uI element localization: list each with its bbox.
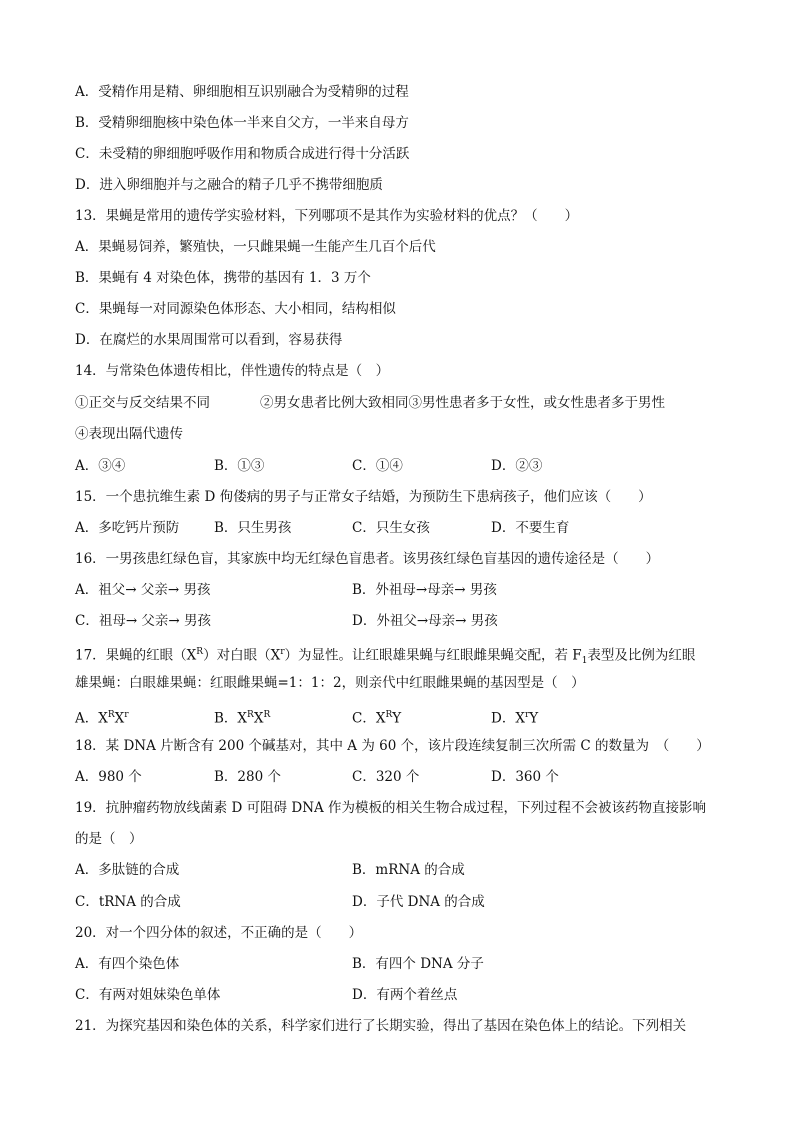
q19-option-a: A．多肽链的合成 [75, 862, 180, 878]
q20-option-c: C．有两对姐妹染色单体 [75, 987, 221, 1003]
q15-option-d: D．不要生育 [491, 520, 570, 536]
q17-stem-line-2: 雄果蝇：白眼雄果蝇：红眼雌果蝇=1：1：2，则亲代中红眼雌果蝇的基因型是（ ） [75, 675, 585, 691]
q14-item-2-3: ②男女患者比例大致相同③男性患者多于女性，或女性患者多于男性 [260, 395, 665, 411]
q13-option-d: D．在腐烂的水果周围常可以看到，容易获得 [75, 332, 343, 348]
q16-option-b: B．外祖母→母亲→ 男孩 [352, 582, 497, 598]
q14-stem: 14．与常染色体遗传相比，伴性遗传的特点是（ ） [75, 363, 390, 379]
q19-option-b: B．mRNA 的合成 [352, 862, 465, 878]
q19-option-c: C．tRNA 的合成 [75, 894, 181, 910]
q15-stem: 15．一个患抗维生素 D 佝偻病的男子与正常女子结婚，为预防生下患病孩子，他们应该（ ） [75, 489, 652, 505]
q18-option-c: C．320 个 [352, 769, 420, 785]
q18-option-a: A．980 个 [75, 769, 142, 785]
q20-option-d: D．有两个着丝点 [352, 987, 458, 1003]
q16-option-c: C．祖母→ 父亲→ 男孩 [75, 613, 212, 629]
q16-stem: 16．一男孩患红绿色盲，其家族中均无红绿色盲患者。该男孩红绿色盲基因的遗传途径是（ ） [75, 551, 660, 567]
q12-option-a: A．受精作用是精、卵细胞相互识别融合为受精卵的过程 [75, 84, 409, 100]
q19-stem-line-2: 的是（ ） [75, 831, 143, 847]
q17-option-c: C．$X^RY$ [352, 710, 402, 727]
q18-option-d: D．360 个 [491, 769, 559, 785]
q14-option-c: C．①④ [352, 458, 403, 474]
q15-option-c: C．只生女孩 [352, 520, 430, 536]
q17-stem-line-1: 17．果蝇的红眼$(X^R)$对白眼$(X^r)$为显性。让红眼雄果蝇与红眼雌果蝇交配，若 $F_1$表型及比例为红眼 [75, 647, 696, 667]
q15-option-b: B．只生男孩 [214, 520, 292, 536]
q14-option-d: D．②③ [491, 458, 543, 474]
q12-option-d: D．进入卵细胞并与之融合的精子几乎不携带细胞质 [75, 177, 383, 193]
q17-option-a: A．$X^RX^r$ [75, 710, 129, 727]
q14-item-1: ①正交与反交结果不同 [75, 395, 210, 411]
q18-stem: 18．某 DNA 片断含有 200 个碱基对，其中 A 为 60 个，该片段连续复制三次所需 C 的数量为 （ ） [75, 738, 710, 754]
q19-stem-line-1: 19．抗肿瘤药物放线菌素 D 可阻碍 DNA 作为模板的相关生物合成过程，下列过程不会被该药物直接影响 [75, 800, 707, 816]
q12-option-b: B．受精卵细胞核中染色体一半来自父方，一半来自母方 [75, 115, 409, 131]
q13-option-a: A．果蝇易饲养，繁殖快，一只雌果蝇一生能产生几百个后代 [75, 239, 436, 255]
q16-option-a: A．祖父→ 父亲→ 男孩 [75, 582, 211, 598]
q20-option-b: B．有四个 DNA 分子 [352, 956, 484, 972]
q13-stem: 13．果蝇是常用的遗传学实验材料，下列哪项不是其作为实验材料的优点？（ ） [75, 208, 579, 224]
q17-option-d: D．$X^rY$ [491, 710, 539, 727]
q21-stem: 21．为探究基因和染色体的关系，科学家们进行了长期实验，得出了基因在染色体上的结论。下列相关 [75, 1018, 687, 1034]
q18-option-b: B．280 个 [214, 769, 281, 785]
q15-option-a: A．多吃钙片预防 [75, 520, 180, 536]
q14-option-a: A．③④ [75, 458, 126, 474]
q14-option-b: B．①③ [214, 458, 265, 474]
q17-option-b: B．$X^RX^R$ [214, 710, 271, 727]
q19-option-d: D．子代 DNA 的合成 [352, 894, 485, 910]
q13-option-b: B．果蝇有 4 对染色体，携带的基因有 1．3 万个 [75, 270, 371, 286]
q14-item-4: ④表现出隔代遗传 [75, 426, 183, 442]
q20-stem: 20．对一个四分体的叙述，不正确的是（ ） [75, 925, 363, 941]
q16-option-d: D．外祖父→母亲→ 男孩 [352, 613, 498, 629]
q12-option-c: C．未受精的卵细胞呼吸作用和物质合成进行得十分活跃 [75, 146, 410, 162]
q13-option-c: C．果蝇每一对同源染色体形态、大小相同，结构相似 [75, 301, 396, 317]
q20-option-a: A．有四个染色体 [75, 956, 180, 972]
